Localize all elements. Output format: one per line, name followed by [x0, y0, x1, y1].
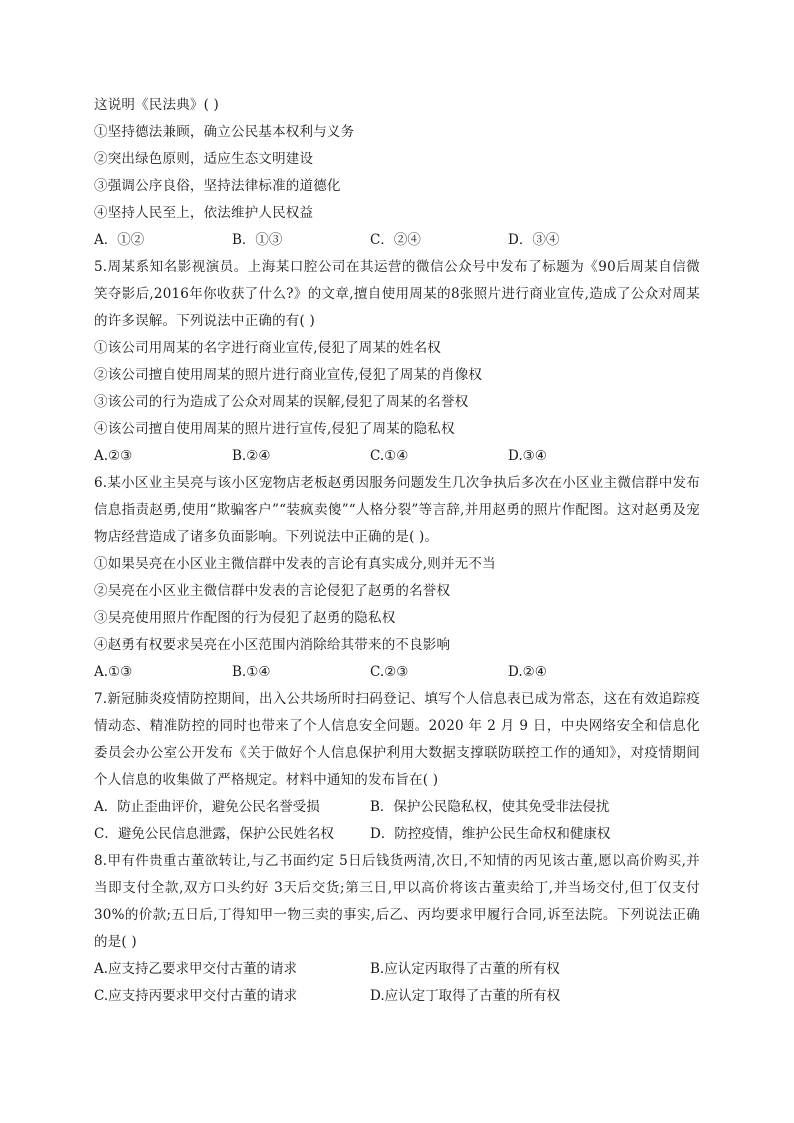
q5-option-b: B.②④: [232, 448, 271, 464]
q7-option-d: D．防控疫情，维护公民生命权和健康权: [370, 826, 611, 842]
q4-item-3: ③强调公序良俗，坚持法律标准的道德化: [94, 178, 341, 194]
q4-option-c: C．②④: [370, 232, 421, 248]
q5-option-c: C.①④: [370, 448, 409, 464]
q8-option-c: C.应支持丙要求甲交付古董的请求: [94, 988, 298, 1004]
q5-options: [94, 443, 700, 470]
q7-option-b: B．保护公民隐私权，使其免受非法侵扰: [370, 799, 610, 815]
q4-option-b: B．①③: [232, 232, 283, 248]
q5-option-d: D.③④: [508, 448, 547, 464]
q6-item-3: ③吴亮使用照片作配图的行为侵犯了赵勇的隐私权: [94, 610, 396, 626]
q7-option-a: A．防止歪曲评价，避免公民名誉受损: [94, 799, 320, 815]
q6-option-a: A.①③: [94, 664, 133, 680]
q7-stem: 7.新冠肺炎疫情防控期间，出入公共场所时扫码登记、填写个人信息表已成为常态，这在有效追踪疫情动态、精准防控的同时也带来了个人信息安全问题。2020 年 2 月 9 日，中央网络安全和信息化委员会办公室公开发布《关于做好个人信息保护利用大数据支撑联防联控工作的通知》，对疫情期间个人信息的收集做了严格规定。材料中通知的发布旨在( ): [94, 691, 700, 788]
q5-option-a: A.②③: [94, 448, 133, 464]
q6-options: [94, 659, 700, 686]
q4-stem: 这说明《民法典》( ): [94, 97, 220, 113]
q5-item-1: ①该公司用周某的名字进行商业宣传,侵犯了周某的姓名权: [94, 340, 441, 356]
q8-option-b: B.应认定丙取得了古董的所有权: [370, 961, 560, 977]
q8-option-a: A.应支持乙要求甲交付古董的请求: [94, 961, 298, 977]
q6-option-c: C.②③: [370, 664, 409, 680]
q7-options-row-1: [94, 794, 700, 821]
q8-options-row-2: [94, 983, 700, 1010]
question-content: [94, 92, 700, 1010]
q6-item-2: ②吴亮在小区业主微信群中发表的言论侵犯了赵勇的名誉权: [94, 583, 451, 599]
q5-item-3: ③该公司的行为造成了公众对周某的误解,侵犯了周某的名誉权: [94, 394, 469, 410]
q8-option-d: D.应认定丁取得了古董的所有权: [370, 988, 561, 1004]
q6-item-4: ④赵勇有权要求吴亮在小区范围内消除给其带来的不良影响: [94, 637, 451, 653]
q4-item-2: ②突出绿色原则，适应生态文明建设: [94, 151, 314, 167]
q8-stem: 8.甲有件贵重古董欲转让,与乙书面约定 5日后钱货两清,次日,不知情的丙见该古董,愿以高价购买,并当即支付全款,双方口头约好 3天后交货;第三日,甲以高价将该古董卖给丁,并当场交付,但丁仅支付30%的价款;五日后,丁得知甲一物三卖的事实,后乙、丙均要求甲履行合同,诉至法院。下列说法正确的是( ): [94, 853, 700, 950]
q7-options-row-2: [94, 821, 700, 848]
q4-item-4: ④坚持人民至上，依法维护人民权益: [94, 205, 314, 221]
q5-item-4: ④该公司擅自使用周某的照片进行宣传,侵犯了周某的隐私权: [94, 421, 455, 437]
q6-stem: 6.某小区业主吴亮与该小区宠物店老板赵勇因服务问题发生几次争执后多次在小区业主微信群中发布信息指责赵勇,使用“欺骗客户”“装疯卖傻”“人格分裂”等言辞,并用赵勇的照片作配图。这对赵勇及宠物店经营造成了诸多负面影响。下列说法中正确的是( )。: [94, 475, 700, 545]
q4-option-d: D．③④: [508, 232, 560, 248]
q6-option-b: B.①④: [232, 664, 271, 680]
q5-stem: 5.周某系知名影视演员。上海某口腔公司在其运营的微信公众号中发布了标题为《90后周某自信微笑夺影后,2016年你收获了什么?》的文章,擅自使用周某的8张照片进行商业宣传,造成了公众对周某的许多误解。下列说法中正确的有( ): [94, 259, 700, 329]
q8-options-row-1: [94, 956, 700, 983]
q6-item-1: ①如果吴亮在小区业主微信群中发表的言论有真实成分,则并无不当: [94, 556, 496, 572]
q4-options: [94, 227, 700, 254]
q4-item-1: ①坚持德法兼顾，确立公民基本权利与义务: [94, 124, 355, 140]
q6-option-d: D.②④: [508, 664, 547, 680]
q5-item-2: ②该公司擅自使用周某的照片进行商业宣传,侵犯了周某的肖像权: [94, 367, 483, 383]
q4-option-a: A．①②: [94, 232, 145, 248]
q7-option-c: C．避免公民信息泄露，保护公民姓名权: [94, 826, 334, 842]
